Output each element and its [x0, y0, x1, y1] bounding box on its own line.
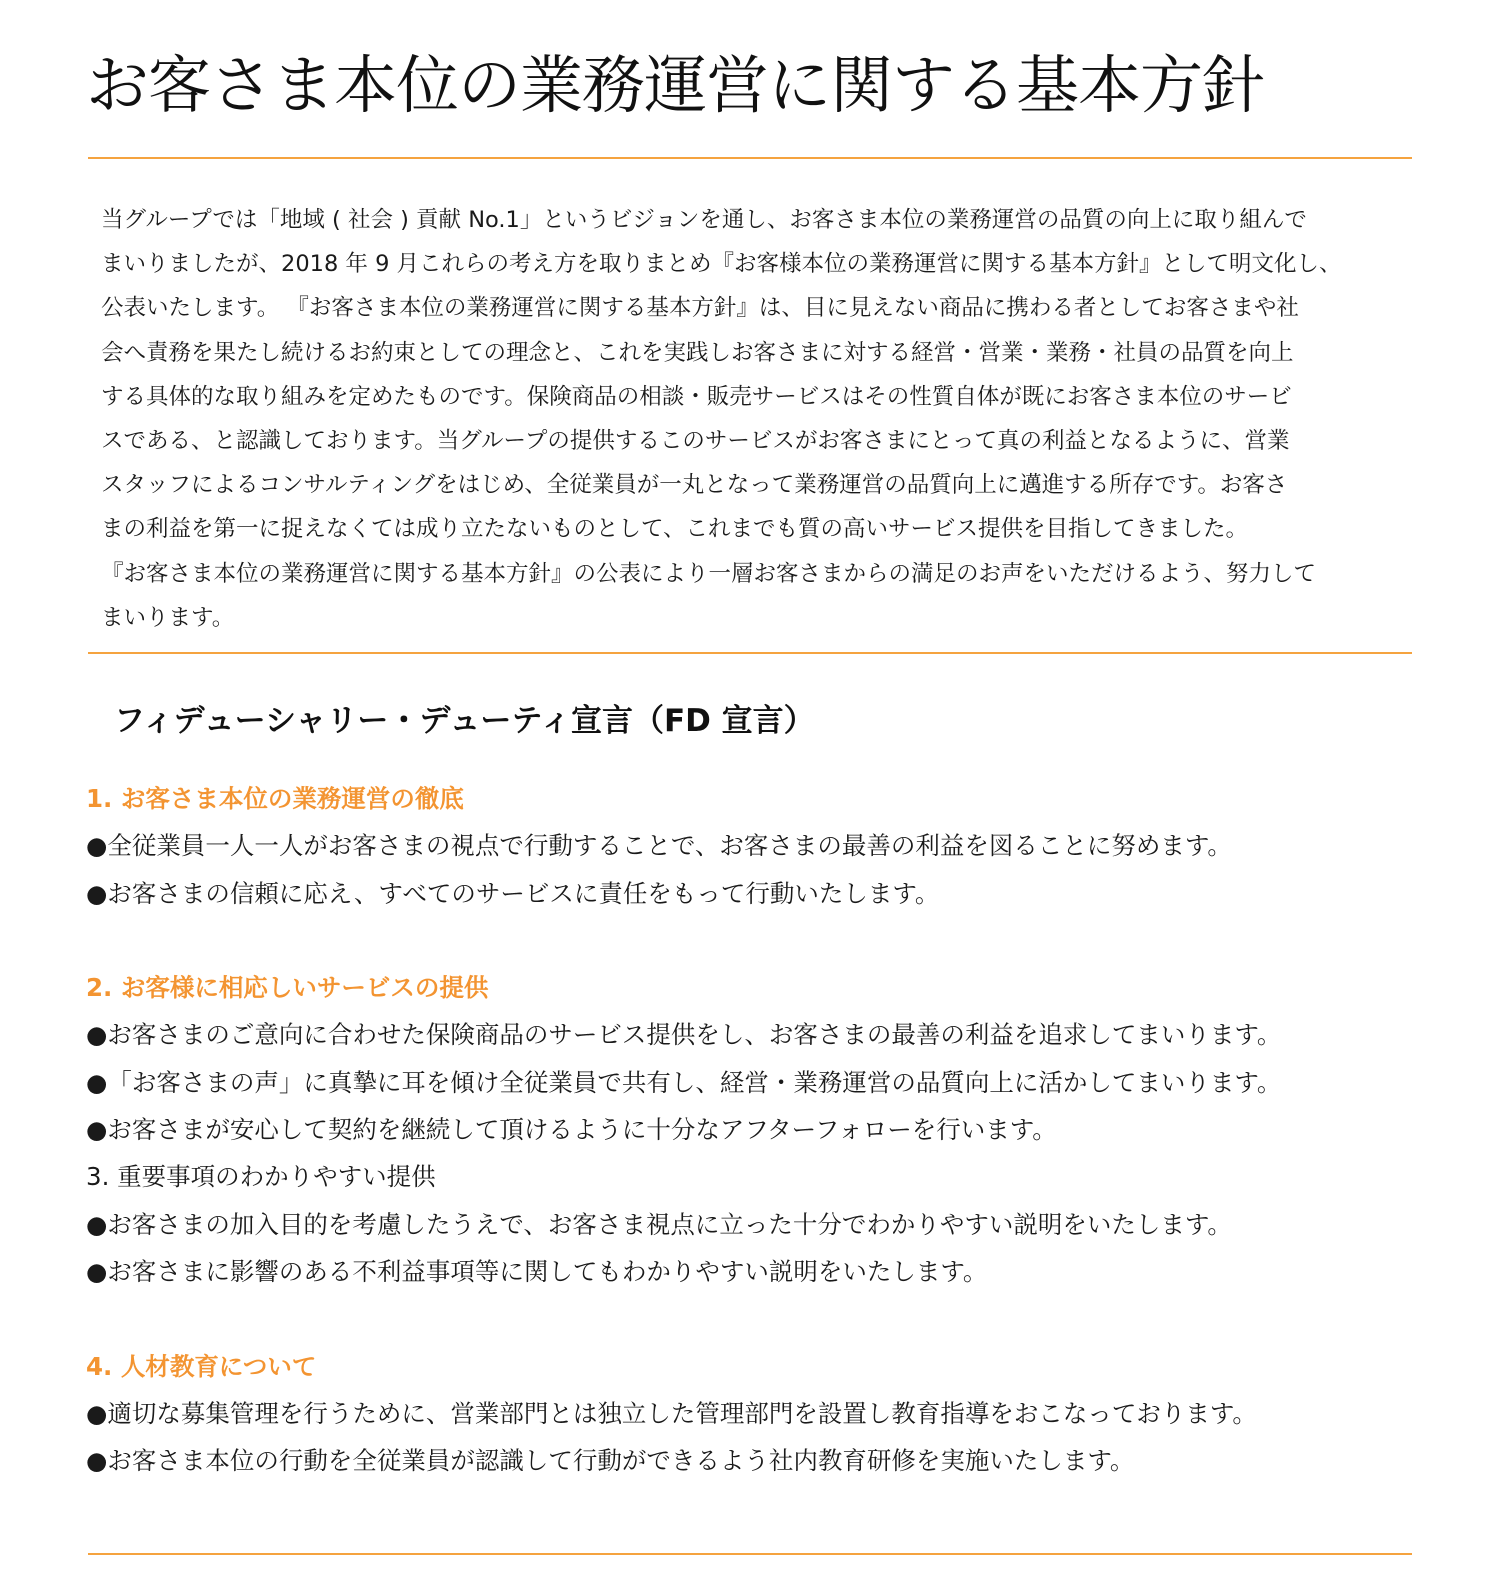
fd-declaration-heading: フィデューシャリー・デューティ宣言（FD 宣言） [114, 703, 815, 739]
fd-sections [86, 775, 1426, 1484]
section-heading-4: 4. 人材教育について [86, 1351, 317, 1381]
intro-line: 当グループでは「地域 ( 社会 ) 貢献 No.1」というビジョンを通し、お客さま本位の業務運営の品質の向上に取り組んで [101, 207, 1307, 233]
intro-line: 『お客さま本位の業務運営に関する基本方針』の公表により一層お客さまからの満足のお声をいただけるよう、努力して [101, 560, 1317, 587]
section-heading-3: 3. 重要事項のわかりやすい提供 [86, 1162, 436, 1192]
section-item: ●お客さまに影響のある不利益事項等に関してもわかりやすい説明をいたします。 [86, 1256, 988, 1286]
section-item: ●お客さまが安心して契約を継続して頂けるように十分なアフターフォローを行います。 [86, 1115, 1057, 1145]
intro-line: まいります。 [101, 604, 235, 631]
section-item: ●お客さま本位の行動を全従業員が認識して行動ができるよう社内教育研修を実施いたします。 [86, 1446, 1135, 1476]
page-title: お客さま本位の業務運営に関する基本方針 [86, 49, 1264, 122]
section-item: ●お客さまの加入目的を考慮したうえで、お客さま視点に立った十分でわかりやすい説明をいたします。 [86, 1209, 1232, 1239]
intro-paragraph [101, 198, 1421, 640]
spacer [86, 917, 1426, 964]
section-item: ●適切な募集管理を行うために、営業部門とは独立した管理部門を設置し教育指導をおこなっております。 [86, 1398, 1257, 1428]
divider-bottom [88, 1553, 1412, 1555]
intro-line: 会へ責務を果たし続けるお約束としての理念と、これを実践しお客さまに対する経営・営業・業務・社員の品質を向上 [101, 339, 1294, 366]
section-heading-2: 2. お客様に相応しいサービスの提供 [86, 973, 489, 1003]
section-item: ●お客さまのご意向に合わせた保険商品のサービス提供をし、お客さまの最善の利益を追求してまいります。 [86, 1020, 1282, 1050]
divider-top [88, 157, 1412, 159]
intro-line: スタッフによるコンサルティングをはじめ、全従業員が一丸となって業務運営の品質向上に邁進する所存です。お客さ [101, 472, 1288, 499]
spacer [86, 1295, 1426, 1342]
intro-line: まいりましたが、2018 年 9 月これらの考え方を取りまとめ『お客様本位の業務運営に関する基本方針』として明文化し、 [101, 251, 1342, 278]
divider-middle [88, 652, 1412, 654]
intro-line: する具体的な取り組みを定めたものです。保険商品の相談・販売サービスはその性質自体が既にお客さま本位のサービ [101, 383, 1292, 410]
intro-line: 公表いたします。 『お客さま本位の業務運営に関する基本方針』は、目に見えない商品に携わる者としてお客さまや社 [101, 295, 1299, 322]
intro-line: まの利益を第一に捉えなくては成り立たないものとして、これまでも質の高いサービス提供を目指してきました。 [101, 516, 1249, 543]
section-item: ●お客さまの信頼に応え、すべてのサービスに責任をもって行動いたします。 [86, 878, 940, 908]
section-item: ●「お客さまの声」に真摯に耳を傾け全従業員で共有し、経営・業務運営の品質向上に活かしてまいります。 [86, 1067, 1282, 1097]
section-heading-1: 1. お客さま本位の業務運営の徹底 [86, 784, 464, 813]
intro-line: スである、と認識しております。当グループの提供するこのサービスがお客さまにとって真の利益となるように、営業 [101, 427, 1290, 454]
section-item: ●全従業員一人一人がお客さまの視点で行動することで、お客さまの最善の利益を図ることに努めます。 [86, 831, 1232, 861]
